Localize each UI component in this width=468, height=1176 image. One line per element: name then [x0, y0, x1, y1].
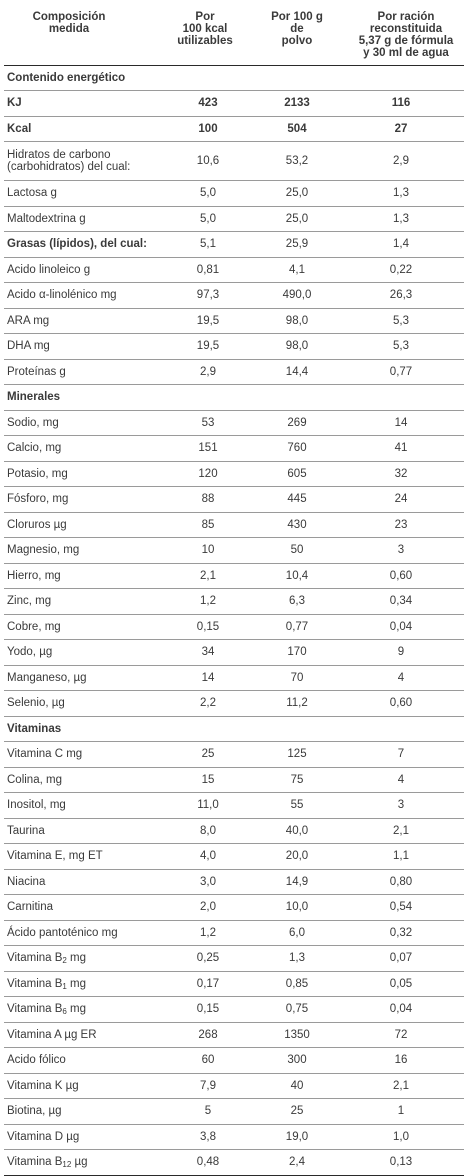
value-per-serving: 5,3	[348, 308, 464, 334]
value-per-100-kcal: 53	[164, 410, 246, 436]
value-per-100-kcal: 14	[164, 665, 246, 691]
table-row	[4, 869, 464, 895]
value-per-serving: 0,07	[348, 946, 464, 972]
value-per-serving: 0,54	[348, 895, 464, 921]
table-row	[4, 1048, 464, 1074]
nutrient-label: Vitamina C mg	[4, 742, 164, 768]
value-per-100-g: 504	[246, 116, 348, 142]
nutrient-label: Carnitina	[4, 895, 164, 921]
nutrient-label: DHA mg	[4, 334, 164, 360]
value-per-100-g: 1350	[246, 1022, 348, 1048]
nutrition-composition-table	[4, 0, 464, 1176]
value-per-100-g: 20,0	[246, 844, 348, 870]
value-per-100-g: 445	[246, 487, 348, 513]
value-per-100-kcal: 100	[164, 116, 246, 142]
value-per-100-g: 490,0	[246, 283, 348, 309]
table-row	[4, 232, 464, 258]
header-composition: Composición medida	[32, 11, 106, 35]
value-per-serving: 0,60	[348, 691, 464, 717]
table-row	[4, 538, 464, 564]
nutrient-label: KJ	[4, 91, 164, 117]
nutrient-label: Manganeso, µg	[4, 665, 164, 691]
value-per-100-g: 1,3	[246, 946, 348, 972]
value-per-100-kcal: 423	[164, 91, 246, 117]
value-per-serving: 1	[348, 1099, 464, 1125]
value-per-serving: 0,13	[348, 1150, 464, 1176]
table-row	[4, 1073, 464, 1099]
value-per-serving: 9	[348, 640, 464, 666]
value-per-100-kcal: 97,3	[164, 283, 246, 309]
value-per-100-g: 40	[246, 1073, 348, 1099]
nutrient-label: Hierro, mg	[4, 563, 164, 589]
value-per-100-g: 25,9	[246, 232, 348, 258]
value-per-100-g: 14,4	[246, 359, 348, 385]
value-per-100-kcal: 2,1	[164, 563, 246, 589]
table-row	[4, 691, 464, 717]
value-per-100-g: 53,2	[246, 142, 348, 181]
value-per-100-g: 25,0	[246, 206, 348, 232]
value-per-100-kcal: 5	[164, 1099, 246, 1125]
table-row	[4, 142, 464, 181]
value-per-100-kcal: 3,0	[164, 869, 246, 895]
value-per-100-g: 760	[246, 436, 348, 462]
nutrient-label: Acido fólico	[4, 1048, 164, 1074]
value-per-100-g: 170	[246, 640, 348, 666]
table-row	[4, 640, 464, 666]
value-per-serving: 0,05	[348, 971, 464, 997]
table-row	[4, 512, 464, 538]
nutrient-label: Zinc, mg	[4, 589, 164, 615]
table-row	[4, 971, 464, 997]
value-per-serving: 41	[348, 436, 464, 462]
value-per-100-g: 98,0	[246, 308, 348, 334]
value-per-100-kcal: 1,2	[164, 920, 246, 946]
nutrient-label: Cobre, mg	[4, 614, 164, 640]
value-per-serving: 4	[348, 767, 464, 793]
value-per-100-g: 98,0	[246, 334, 348, 360]
section-header-row	[4, 65, 464, 91]
value-per-100-kcal: 0,81	[164, 257, 246, 283]
table-row	[4, 410, 464, 436]
table-row	[4, 895, 464, 921]
value-per-100-kcal: 151	[164, 436, 246, 462]
table-row	[4, 359, 464, 385]
value-per-serving: 0,60	[348, 563, 464, 589]
value-per-100-kcal: 120	[164, 461, 246, 487]
value-per-100-kcal: 0,25	[164, 946, 246, 972]
value-per-serving: 2,1	[348, 818, 464, 844]
nutrient-label: Taurina	[4, 818, 164, 844]
nutrient-label: Vitamina K µg	[4, 1073, 164, 1099]
value-per-100-g: 6,0	[246, 920, 348, 946]
table-row	[4, 844, 464, 870]
section-header-row	[4, 385, 464, 411]
nutrient-label: Fósforo, mg	[4, 487, 164, 513]
table-row	[4, 1099, 464, 1125]
table-row	[4, 283, 464, 309]
table-row	[4, 1022, 464, 1048]
nutrient-label: Selenio, µg	[4, 691, 164, 717]
value-per-100-kcal: 10	[164, 538, 246, 564]
table-row	[4, 818, 464, 844]
header-per-100-g: Por 100 g de polvo	[271, 11, 323, 47]
nutrient-label: Vitamina A µg ER	[4, 1022, 164, 1048]
value-per-serving: 0,32	[348, 920, 464, 946]
value-per-100-kcal: 85	[164, 512, 246, 538]
value-per-serving: 32	[348, 461, 464, 487]
value-per-100-g: 0,75	[246, 997, 348, 1023]
value-per-serving: 2,1	[348, 1073, 464, 1099]
nutrient-label: Magnesio, mg	[4, 538, 164, 564]
header-per-serving: Por ración reconstituida 5,37 g de fórmula y 30 ml de agua	[358, 11, 454, 59]
value-per-serving: 0,77	[348, 359, 464, 385]
value-per-100-kcal: 5,0	[164, 181, 246, 207]
value-per-100-kcal: 34	[164, 640, 246, 666]
value-per-serving: 27	[348, 116, 464, 142]
nutrient-label: Proteínas g	[4, 359, 164, 385]
value-per-100-g: 14,9	[246, 869, 348, 895]
value-per-100-g: 19,0	[246, 1124, 348, 1150]
nutrient-label: Vitamina $B_1$ mg	[4, 971, 164, 997]
value-per-serving: 16	[348, 1048, 464, 1074]
value-per-serving: 7	[348, 742, 464, 768]
table-row	[4, 589, 464, 615]
table-row	[4, 461, 464, 487]
value-per-100-kcal: 15	[164, 767, 246, 793]
value-per-100-kcal: 268	[164, 1022, 246, 1048]
nutrient-label: Acido α-linolénico mg	[4, 283, 164, 309]
nutrient-label: Vitamina $B_{12}$ µg	[4, 1150, 164, 1176]
value-per-100-g: 125	[246, 742, 348, 768]
value-per-100-g: 4,1	[246, 257, 348, 283]
value-per-100-kcal: 11,0	[164, 793, 246, 819]
value-per-100-g: 40,0	[246, 818, 348, 844]
table-row	[4, 487, 464, 513]
table-row	[4, 793, 464, 819]
value-per-100-kcal: 0,15	[164, 997, 246, 1023]
table-row	[4, 334, 464, 360]
section-label: Contenido energético	[4, 65, 464, 91]
value-per-serving: 4	[348, 665, 464, 691]
table-row	[4, 91, 464, 117]
value-per-100-kcal: 5,0	[164, 206, 246, 232]
table-row	[4, 308, 464, 334]
nutrient-label: Grasas (lípidos), del cual:	[4, 232, 164, 258]
value-per-100-kcal: 5,1	[164, 232, 246, 258]
value-per-100-g: 11,2	[246, 691, 348, 717]
table-row	[4, 1124, 464, 1150]
value-per-100-kcal: 3,8	[164, 1124, 246, 1150]
value-per-100-kcal: 10,6	[164, 142, 246, 181]
value-per-100-g: 55	[246, 793, 348, 819]
value-per-100-g: 25,0	[246, 181, 348, 207]
table-row	[4, 946, 464, 972]
value-per-serving: 5,3	[348, 334, 464, 360]
value-per-serving: 0,04	[348, 997, 464, 1023]
section-label: Minerales	[4, 385, 464, 411]
value-per-serving: 0,22	[348, 257, 464, 283]
value-per-100-g: 300	[246, 1048, 348, 1074]
nutrient-label: Cloruros µg	[4, 512, 164, 538]
nutrient-label: Maltodextrina g	[4, 206, 164, 232]
nutrient-label: Kcal	[4, 116, 164, 142]
nutrient-label: ARA mg	[4, 308, 164, 334]
value-per-100-kcal: 19,5	[164, 334, 246, 360]
nutrient-label: Vitamina D µg	[4, 1124, 164, 1150]
value-per-serving: 1,4	[348, 232, 464, 258]
value-per-serving: 72	[348, 1022, 464, 1048]
value-per-100-g: 2133	[246, 91, 348, 117]
value-per-serving: 0,80	[348, 869, 464, 895]
value-per-100-kcal: 60	[164, 1048, 246, 1074]
header-per-100-kcal: Por 100 kcal utilizables	[177, 11, 233, 47]
section-label: Vitaminas	[4, 716, 464, 742]
value-per-serving: 2,9	[348, 142, 464, 181]
value-per-serving: 23	[348, 512, 464, 538]
table-body	[4, 65, 464, 1175]
table-header-row	[4, 0, 464, 65]
value-per-serving: 116	[348, 91, 464, 117]
value-per-100-g: 269	[246, 410, 348, 436]
table-row	[4, 742, 464, 768]
value-per-serving: 3	[348, 538, 464, 564]
table-row	[4, 767, 464, 793]
nutrient-label: Yodo, µg	[4, 640, 164, 666]
table-row	[4, 997, 464, 1023]
value-per-serving: 24	[348, 487, 464, 513]
value-per-serving: 1,1	[348, 844, 464, 870]
nutrient-label: Vitamina $B_6$ mg	[4, 997, 164, 1023]
value-per-100-kcal: 8,0	[164, 818, 246, 844]
nutrient-label: Vitamina E, mg ET	[4, 844, 164, 870]
value-per-serving: 26,3	[348, 283, 464, 309]
table-row	[4, 665, 464, 691]
nutrient-label: Lactosa g	[4, 181, 164, 207]
nutrient-label: Ácido pantoténico mg	[4, 920, 164, 946]
nutrient-label: Calcio, mg	[4, 436, 164, 462]
value-per-100-kcal: 2,9	[164, 359, 246, 385]
table-row	[4, 257, 464, 283]
value-per-serving: 1,0	[348, 1124, 464, 1150]
table-row	[4, 206, 464, 232]
value-per-100-g: 25	[246, 1099, 348, 1125]
value-per-serving: 14	[348, 410, 464, 436]
nutrient-label: Acido linoleico g	[4, 257, 164, 283]
value-per-100-kcal: 1,2	[164, 589, 246, 615]
nutrient-label: Inositol, mg	[4, 793, 164, 819]
table-row	[4, 614, 464, 640]
table-row	[4, 436, 464, 462]
nutrient-label: Potasio, mg	[4, 461, 164, 487]
value-per-100-g: 10,4	[246, 563, 348, 589]
value-per-100-kcal: 0,48	[164, 1150, 246, 1176]
value-per-serving: 1,3	[348, 181, 464, 207]
table-row	[4, 181, 464, 207]
value-per-100-kcal: 2,0	[164, 895, 246, 921]
value-per-serving: 1,3	[348, 206, 464, 232]
value-per-100-g: 0,77	[246, 614, 348, 640]
value-per-serving: 3	[348, 793, 464, 819]
value-per-100-kcal: 4,0	[164, 844, 246, 870]
value-per-100-g: 2,4	[246, 1150, 348, 1176]
value-per-100-g: 6,3	[246, 589, 348, 615]
nutrient-label: Vitamina $B_2$ mg	[4, 946, 164, 972]
value-per-100-kcal: 7,9	[164, 1073, 246, 1099]
value-per-100-kcal: 88	[164, 487, 246, 513]
nutrient-label: Hidratos de carbono (carbohidratos) del cual:	[4, 142, 164, 181]
nutrient-label: Biotina, µg	[4, 1099, 164, 1125]
value-per-100-kcal: 25	[164, 742, 246, 768]
section-header-row	[4, 716, 464, 742]
value-per-100-g: 605	[246, 461, 348, 487]
value-per-100-g: 430	[246, 512, 348, 538]
value-per-100-g: 50	[246, 538, 348, 564]
value-per-100-g: 70	[246, 665, 348, 691]
table-row	[4, 116, 464, 142]
table-row	[4, 920, 464, 946]
value-per-100-kcal: 2,2	[164, 691, 246, 717]
table-row	[4, 563, 464, 589]
value-per-100-g: 0,85	[246, 971, 348, 997]
value-per-100-g: 75	[246, 767, 348, 793]
value-per-serving: 0,34	[348, 589, 464, 615]
value-per-100-kcal: 0,15	[164, 614, 246, 640]
value-per-100-kcal: 0,17	[164, 971, 246, 997]
nutrient-label: Sodio, mg	[4, 410, 164, 436]
value-per-100-kcal: 19,5	[164, 308, 246, 334]
value-per-100-g: 10,0	[246, 895, 348, 921]
value-per-serving: 0,04	[348, 614, 464, 640]
nutrient-label: Colina, mg	[4, 767, 164, 793]
table-row	[4, 1150, 464, 1176]
nutrient-label: Niacina	[4, 869, 164, 895]
